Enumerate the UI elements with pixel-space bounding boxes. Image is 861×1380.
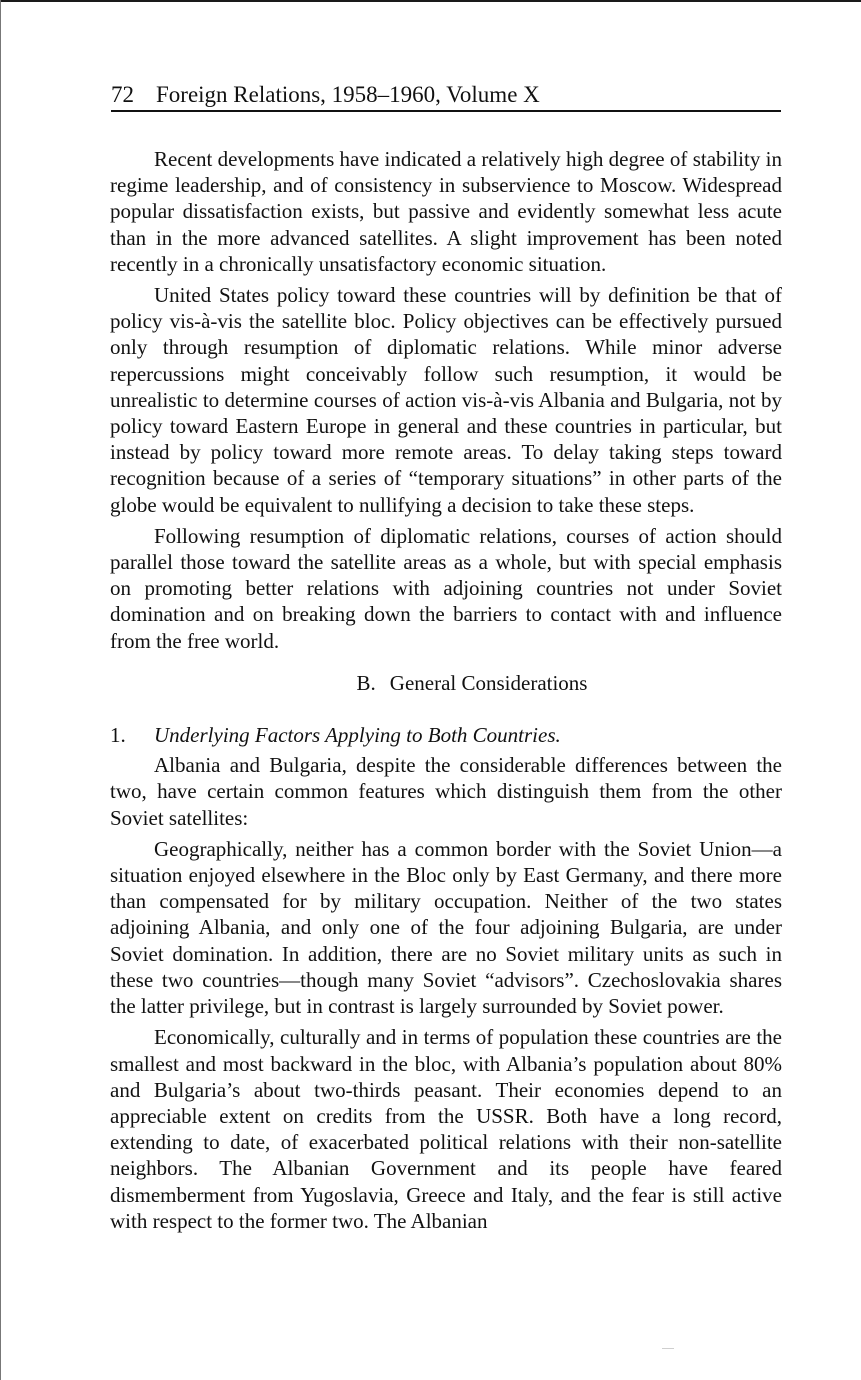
paragraph-recent-developments: Recent developments have indicated a relatively high degree of stability in regime leadership, and of consistency in subservience to Moscow. Widespread popular dissatisfaction exists, but passive and evidently somewhat less acute than in the more advanced satellites. A slight improvement has been noted recently in a chronically unsatisfactory economic situation. [110, 147, 782, 276]
section-title: General Considerations [389, 670, 588, 695]
paragraph-geographically: Geographically, neither has a common border with the Soviet Union—a situation enjoyed elsewhere in the Bloc only by East Germany, and there more than compensated for by military occupation. Neither of the two states adjoining Albania, and only one of the four adjoining Bulgaria, are under Soviet domination. In addition, there are no Soviet military units as such in these two countries—though many Soviet “advisors”. Czechoslovakia shares the latter privilege, but in contrast is largely surrounded by Soviet power. [110, 836, 782, 1019]
section-letter: B. [356, 670, 376, 695]
subsection-number: 1. [110, 723, 126, 748]
page-body [110, 146, 782, 1239]
running-header [111, 80, 781, 112]
page-left-border [0, 0, 1, 1380]
page-top-border [0, 0, 861, 2]
subsection-heading [110, 722, 782, 748]
running-title: Foreign Relations, 1958–1960, Volume X [156, 82, 540, 107]
section-heading [110, 670, 782, 696]
paragraph-albania-bulgaria: Albania and Bulgaria, despite the considerable differences between the two, have certain common features which distinguish them from the other Soviet satellites: [110, 753, 782, 830]
paragraph-following-resumption: Following resumption of diplomatic relations, courses of action should parallel those toward the satellite areas as a whole, but with special emphasis on promoting better relations with adjoining countries not under Soviet domination and on breaking down the barriers to contact with and influence from the free world. [110, 523, 782, 653]
paragraph-economically: Economically, culturally and in terms of population these countries are the smallest and most backward in the bloc, with Albania’s population about 80% and Bulgaria’s about two-thirds peasant. Their economies depend to an appreciable extent on credits from the USSR. Both have a long record, extending to date, of exacerbated political relations with their non-satellite neighbors. The Albanian Government and its people have feared dismemberment from Yugoslavia, Greece and Italy, and the fear is still active with respect to the former two. The Albanian [110, 1025, 782, 1233]
paragraph-us-policy: United States policy toward these countries will by definition be that of policy vis-à-vis the satellite bloc. Policy objectives can be effectively pursued only through resumption of diplomatic relations. While minor adverse repercussions might conceivably follow such resumption, it would be unrealistic to determine courses of action vis-à-vis Albania and Bulgaria, not by policy toward Eastern Europe in general and these countries in particular, but instead by policy toward more remote areas. To delay taking steps toward recognition because of a series of “temporary situations” in other parts of the globe would be equivalent to nullifying a decision to take these steps. [110, 283, 782, 517]
page-number: 72 [111, 82, 134, 107]
subsection-title: Underlying Factors Applying to Both Countries. [154, 723, 561, 748]
scan-mark [662, 1348, 674, 1349]
